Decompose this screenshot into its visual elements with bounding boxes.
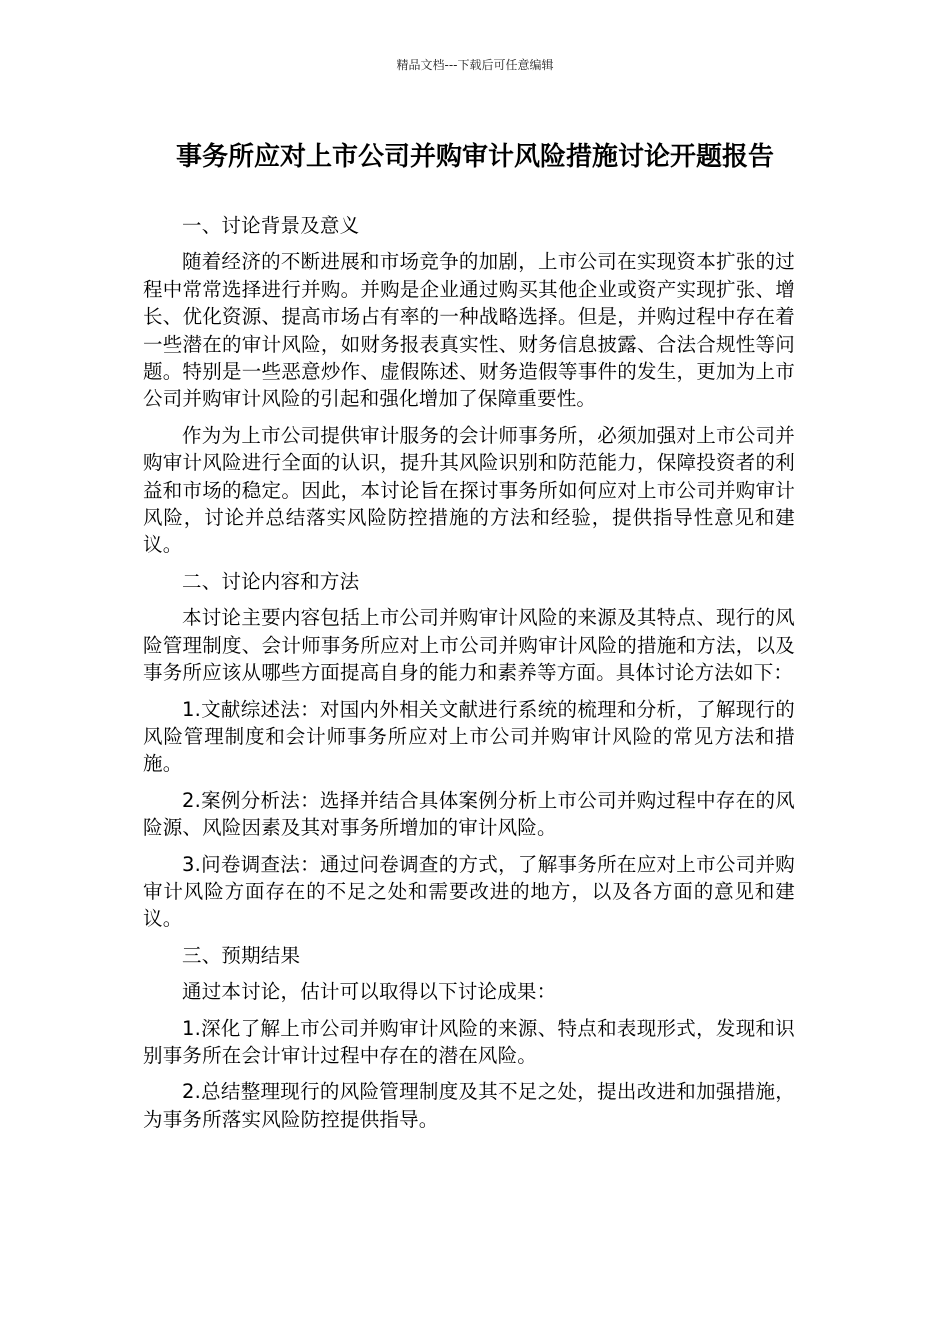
result-item-2: 2.总结整理现行的风险管理制度及其不足之处，提出改进和加强措施，为事务所落实风险防控提供指导。	[143, 1080, 795, 1131]
document-title: 事务所应对上市公司并购审计风险措施讨论开题报告	[175, 142, 774, 172]
section-heading-expected-results: 三、预期结果	[182, 943, 301, 967]
section-heading-background: 一、讨论背景及意义	[182, 214, 360, 237]
method-item-literature-review: 1.文献综述法：对国内外相关文献进行系统的梳理和分析，了解现行的风险管理制度和会计师事务所应对上市公司并购审计风险的常见方法和措施。	[143, 697, 795, 776]
document-body	[143, 212, 795, 1142]
header-note: 精品文档---下载后可任意编辑	[396, 58, 554, 72]
method-item-case-analysis: 2.案例分析法：选择并结合具体案例分析上市公司并购过程中存在的风险源、风险因素及其对事务所增加的审计风险。	[143, 788, 795, 840]
paragraph-results-intro: 通过本讨论，估计可以取得以下讨论成果：	[182, 980, 557, 1004]
method-item-questionnaire: 3.问卷调查法：通过问卷调查的方式，了解事务所在应对上市公司并购审计风险方面存在的不足之处和需要改进的地方，以及各方面的意见和建议。	[143, 852, 795, 931]
paragraph-content-intro: 本讨论主要内容包括上市公司并购审计风险的来源及其特点、现行的风险管理制度、会计师事务所应对上市公司并购审计风险的措施和方法，以及事务所应该从哪些方面提高自身的能力和素养等方面。具体讨论方法如下：	[143, 606, 795, 685]
paragraph-background-1: 随着经济的不断进展和市场竞争的加剧，上市公司在实现资本扩张的过程中常常选择进行并购。并购是企业通过购买其他企业或资产实现扩张、增长、优化资源、提高市场占有率的一种战略选择。但是，并购过程中存在着一些潜在的审计风险，如财务报表真实性、财务信息披露、合法合规性等问题。特别是一些恶意炒作、虚假陈述、财务造假等事件的发生，更加为上市公司并购审计风险的引起和强化增加了保障重要性。	[143, 250, 795, 411]
paragraph-background-2: 作为为上市公司提供审计服务的会计师事务所，必须加强对上市公司并购审计风险进行全面的认识，提升其风险识别和防范能力，保障投资者的利益和市场的稳定。因此，本讨论旨在探讨事务所如何应对上市公司并购审计风险，讨论并总结落实风险防控措施的方法和经验，提供指导性意见和建议。	[143, 423, 795, 557]
section-heading-content-methods: 二、讨论内容和方法	[182, 569, 360, 593]
result-item-1: 1.深化了解上市公司并购审计风险的来源、特点和表现形式，发现和识别事务所在会计审计过程中存在的潜在风险。	[143, 1016, 795, 1067]
